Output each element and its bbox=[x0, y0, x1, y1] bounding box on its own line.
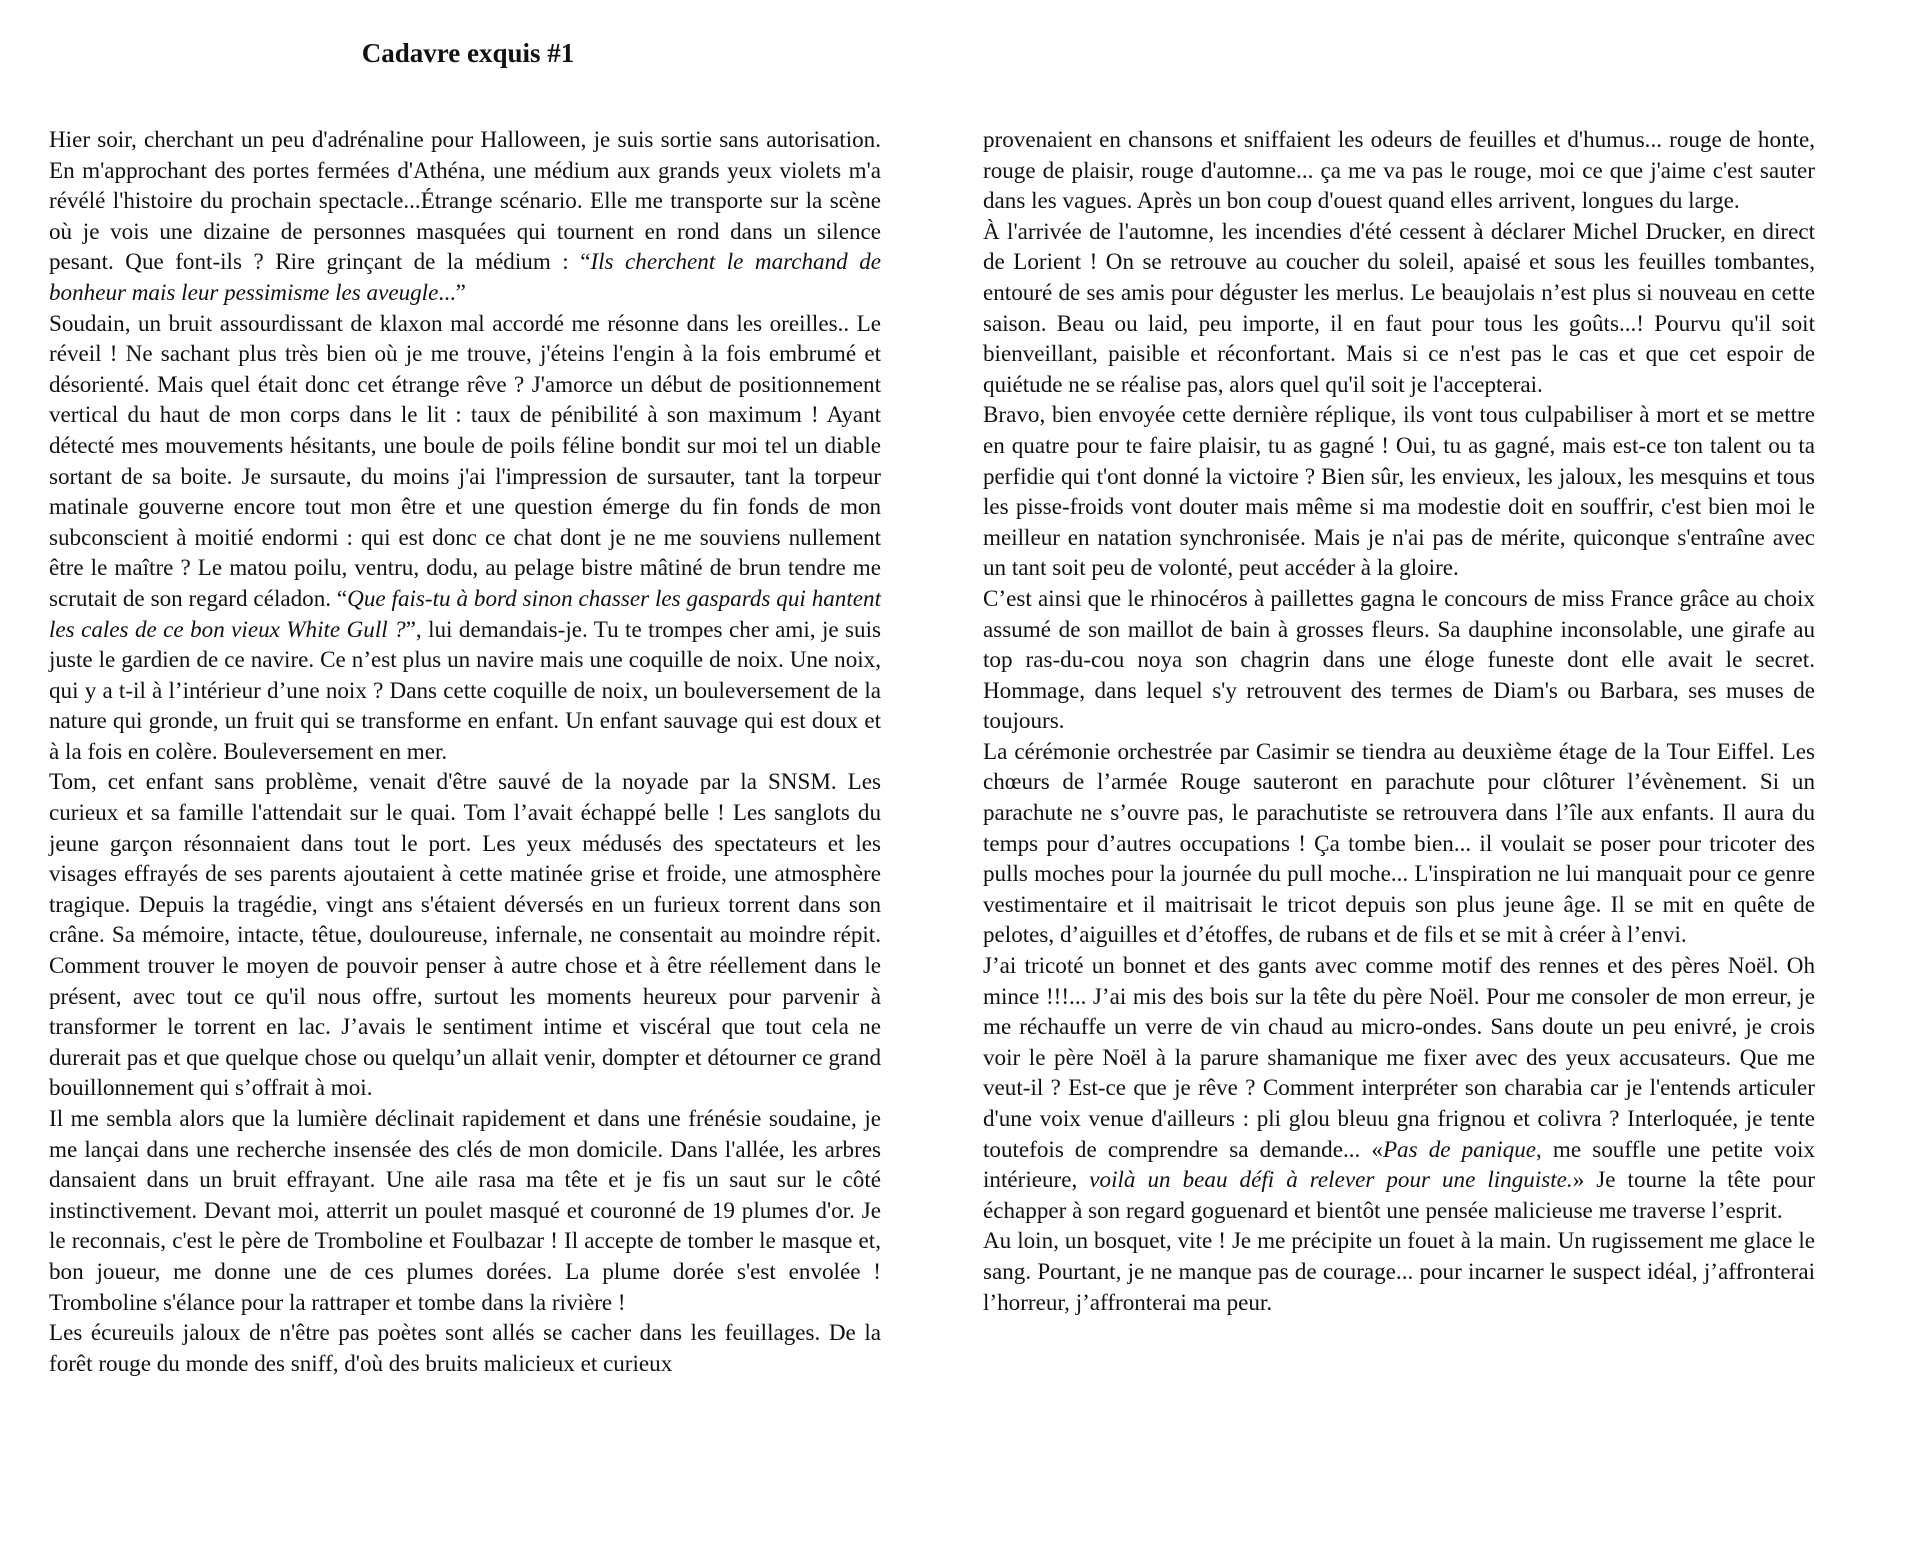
paragraph: Hier soir, cherchant un peu d'adrénaline pour Halloween, je suis sortie sans autorisation. En m'approchant des portes fermées d'Athéna, une médium aux grands yeux violets m'a révélé l'histoire du prochain spectacle...Étrange scénario. Elle me transporte sur la scène où je vois une dizaine de personnes masquées qui tournent en rond dans un silence pesant. Que font-ils ? Rire grinçant de la médium : “Ils cherchent le marchand de bonheur mais leur pessimisme les aveugle...” bbox=[49, 126, 881, 305]
paragraph: provenaient en chansons et sniffaient les odeurs de feuilles et d'humus... rouge de honte, rouge de plaisir, rouge d'automne... ça me va pas le rouge, moi ce que j'aime c'est sauter dans les vagues. Après un bon coup d'ouest quand elles arrivent, longues du large. bbox=[983, 126, 1815, 214]
paragraph: Tom, cet enfant sans problème, venait d'être sauvé de la noyade par la SNSM. Les curieux et sa famille l'attendait sur le quai. Tom l’avait échappé belle ! Les sanglots du jeune garçon résonnaient dans tout le port. Les yeux médusés des spectateurs et les visages effrayés de ses parents ajoutaient à cette matinée grise et froide, une atmosphère tragique. Depuis la tragédie, vingt ans s'étaient déversés en un furieux torrent dans son crâne. Sa mémoire, intacte, têtue, douloureuse, infernale, ne consentait au moindre répit. Comment trouver le moyen de pouvoir penser à autre chose et à être réellement dans le présent, avec tout ce qu'il nous offre, surtout les moments heureux pour parvenir à transformer le torrent en lac. J’avais le sentiment intime et viscéral que tout cela ne durerait pas et que quelque chose ou quelqu’un allait venir, dompter et détourner ce grand bouillonnement qui s’offrait à moi. bbox=[49, 768, 881, 1101]
paragraph: Au loin, un bosquet, vite ! Je me précipite un fouet à la main. Un rugissement me glace le sang. Pourtant, je ne manque pas de courage... pour incarner le suspect idéal, j’affronterai l’horreur, j’affronterai ma peur. bbox=[983, 1227, 1815, 1315]
right-column bbox=[983, 124, 1815, 1317]
document-title: Cadavre exquis #1 bbox=[361, 38, 575, 68]
paragraph: Bravo, bien envoyée cette dernière réplique, ils vont tous culpabiliser à mort et se mettre en quatre pour te faire plaisir, tu as gagné ! Oui, tu as gagné, mais est-ce ton talent ou ta perfidie qui t'ont donné la victoire ? Bien sûr, les envieux, les jaloux, les mesquins et tous les pisse-froids vont douter mais même si ma modestie doit en souffrir, c'est bien moi le meilleur en natation synchronisée. Mais je n'ai pas de mérite, quiconque s'entraîne avec un tant soit peu de volonté, peut accéder à la gloire. bbox=[983, 401, 1815, 581]
paragraph: Il me sembla alors que la lumière déclinait rapidement et dans une frénésie soudaine, je me lançai dans une recherche insensée des clés de mon domicile. Dans l'allée, les arbres dansaient dans un bruit effrayant. Une aile rasa ma tête et je fis un saut sur le côté instinctivement. Devant moi, atterrit un poulet masqué et couronné de 19 plumes d'or. Je le reconnais, c'est le père de Tromboline et Foulbazar ! Il accepte de tomber le masque et, bon joueur, me donne une de ces plumes dorées. La plume dorée s'est envolée ! Tromboline s'élance pour la rattraper et tombe dans la rivière ! bbox=[49, 1105, 881, 1315]
left-column bbox=[49, 124, 881, 1378]
paragraph: J’ai tricoté un bonnet et des gants avec comme motif des rennes et des pères Noël. Oh mince !!!... J’ai mis des bois sur la tête du père Noël. Pour me consoler de mon erreur, je me réchauffe un verre de vin chaud au micro-ondes. Sans doute un peu enivré, je crois voir le père Noël à la parure shamanique me fixer avec des yeux accusateurs. Que me veut-il ? Est-ce que je rêve ? Comment interpréter son charabia car je l'entends articuler d'une voix venue d'ailleurs : pli glou bleuu gna frignou et colivra ? Interloquée, je tente toutefois de comprendre sa demande... «Pas de panique, me souffle une petite voix intérieure, voilà un beau défi à relever pour une linguiste.» Je tourne la tête pour échapper à son regard goguenard et bientôt une pensée malicieuse me traverse l’esprit. bbox=[983, 952, 1815, 1223]
paragraph: À l'arrivée de l'automne, les incendies d'été cessent à déclarer Michel Drucker, en direct de Lorient ! On se retrouve au coucher du soleil, apaisé et sous les feuilles tombantes, entouré de ses amis pour déguster les merlus. Le beaujolais n’est plus si nouveau en cette saison. Beau ou laid, peu importe, il en faut pour tous les goûts...! Pourvu qu'il soit bienveillant, paisible et réconfortant. Mais si ce n'est pas le cas et que cet espoir de quiétude ne se réalise pas, alors quel qu'il soit je l'accepterai. bbox=[983, 217, 1815, 397]
paragraph: Soudain, un bruit assourdissant de klaxon mal accordé me résonne dans les oreilles.. Le réveil ! Ne sachant plus très bien où je me trouve, j'éteins l'engin à la fois embrumé et désorienté. Mais quel était donc cet étrange rêve ? J'amorce un début de positionnement vertical du haut de mon corps dans le lit : taux de pénibilité à son maximum ! Ayant détecté mes mouvements hésitants, une boule de poils féline bondit sur moi tel un diable sortant de sa boite. Je sursaute, du moins j'ai l'impression de sursauter, tant la torpeur matinale gouverne encore tout mon être et une question émerge du fin fonds de mon subconscient à moitié endormi : qui est donc ce chat dont je ne me souviens nullement être le maître ? Le matou poilu, ventru, dodu, au pelage bistre mâtiné de brun tendre me scrutait de son regard céladon. “Que fais-tu à bord sinon chasser les gaspards qui hantent les cales de ce bon vieux White Gull ?”, lui demandais-je. Tu te trompes cher ami, je suis juste le gardien de ce navire. Ce n’est plus un navire mais une coquille de noix. Une noix, qui y a t-il à l’intérieur d’une noix ? Dans cette coquille de noix, un bouleversement de la nature qui gronde, un fruit qui se transforme en enfant. Un enfant sauvage qui est doux et à la fois en colère. Bouleversement en mer. bbox=[49, 309, 881, 764]
paragraph: La cérémonie orchestrée par Casimir se tiendra au deuxième étage de la Tour Eiffel. Les chœurs de l’armée Rouge sauteront en parachute pour clôturer l’évènement. Si un parachute ne s’ouvre pas, le parachutiste se retrouvera dans l’île aux enfants. Il aura du temps pour d’autres occupations ! Ça tombe bien... il voulait se poser pour tricoter des pulls moches pour la journée du pull moche... L'inspiration ne lui manquait pour ce genre vestimentaire et il maitrisait le tricot depuis son plus jeune âge. Il se mit en quête de pelotes, d’aiguilles et d’étoffes, de rubans et de fils et se mit à créer à l’envi. bbox=[983, 737, 1815, 948]
paragraph: Les écureuils jaloux de n'être pas poètes sont allés se cacher dans les feuillages. De la forêt rouge du monde des sniff, d'où des bruits malicieux et curieux bbox=[49, 1319, 881, 1376]
paragraph: C’est ainsi que le rhinocéros à paillettes gagna le concours de miss France grâce au choix assumé de son maillot de bain à grosses fleurs. Sa dauphine inconsolable, une girafe au top ras-du-cou noya son chagrin dans une éloge funeste dont elle avait le secret. Hommage, dans lequel s'y retrouvent des termes de Diam's ou Barbara, ses muses de toujours. bbox=[983, 584, 1815, 734]
